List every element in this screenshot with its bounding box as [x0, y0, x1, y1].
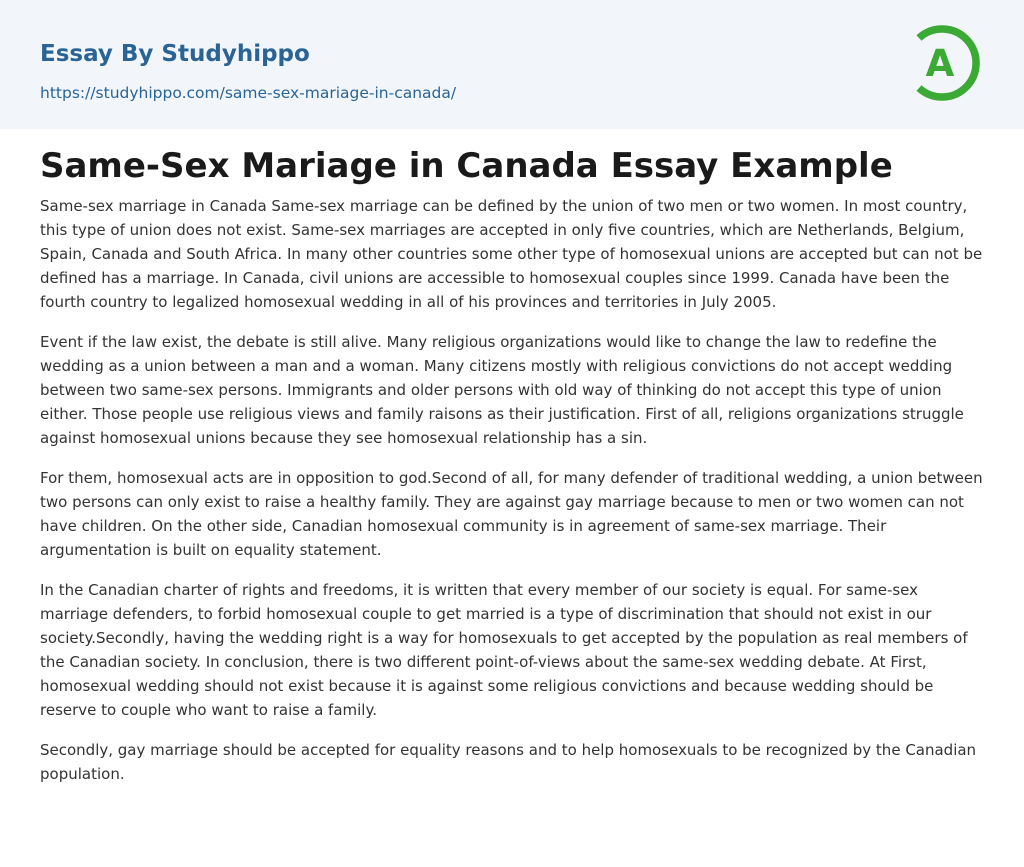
page-url-link[interactable]: https://studyhippo.com/same-sex-mariage-in-canada/ — [40, 84, 457, 102]
article-paragraph: Same-sex marriage in Canada Same-sex marriage can be defined by the union of two men or two women. In most country, this type of union does not exist. Same-sex marriages are accepted in only five countries, which are Netherlands, Belgium, Spain, Canada and South Africa. In many other countries some other type of homosexual unions are accepted but can not be defined has a marriage. In Canada, civil unions are accessible to homosexual couples since 1999. Canada have been the fourth country to legalized homosexual wedding in all of his provinces and territories in July 2005. — [40, 197, 983, 311]
article-paragraph: Event if the law exist, the debate is still alive. Many religious organizations would like to change the law to redefine the wedding as a union between a man and a woman. Many citizens mostly with religious convictions do not accept wedding between two same-sex persons. Immigrants and older persons with old way of thinking do not accept this type of union either. Those people use religious views and family raisons as their justification. First of all, religions organizations struggle against homosexual unions because they see homosexual relationship has a sin. — [40, 333, 964, 447]
studyhippo-logo-icon[interactable] — [912, 20, 986, 106]
site-header — [0, 0, 1024, 129]
article-paragraph: For them, homosexual acts are in opposition to god.Second of all, for many defender of traditional wedding, a union between two persons can only exist to raise a healthy family. They are against gay marriage because to men or two women can not have children. On the other side, Canadian homosexual community is in agreement of same-sex marriage. Their argumentation is built on equality statement. — [40, 469, 983, 559]
article-title: Same-Sex Mariage in Canada Essay Example — [40, 146, 893, 186]
article-paragraph: In the Canadian charter of rights and freedoms, it is written that every member of our society is equal. For same-sex marriage defenders, to forbid homosexual couple to get married is a type of discrimination that should not exist in our society.Secondly, having the wedding right is a way for homosexuals to get accepted by the population as real members of the Canadian society. In conclusion, there is two different point-of-views about the same-sex wedding debate. At First, homosexual wedding should not exist because it is against some religious convictions and because wedding should be reserve to couple who want to raise a family. — [40, 581, 968, 719]
logo-letter: A — [925, 42, 955, 85]
article-body — [40, 194, 984, 802]
site-brand[interactable]: Essay By Studyhippo — [40, 41, 310, 67]
article-paragraph: Secondly, gay marriage should be accepted for equality reasons and to help homosexuals to be recognized by the Canadian population. — [40, 741, 977, 783]
